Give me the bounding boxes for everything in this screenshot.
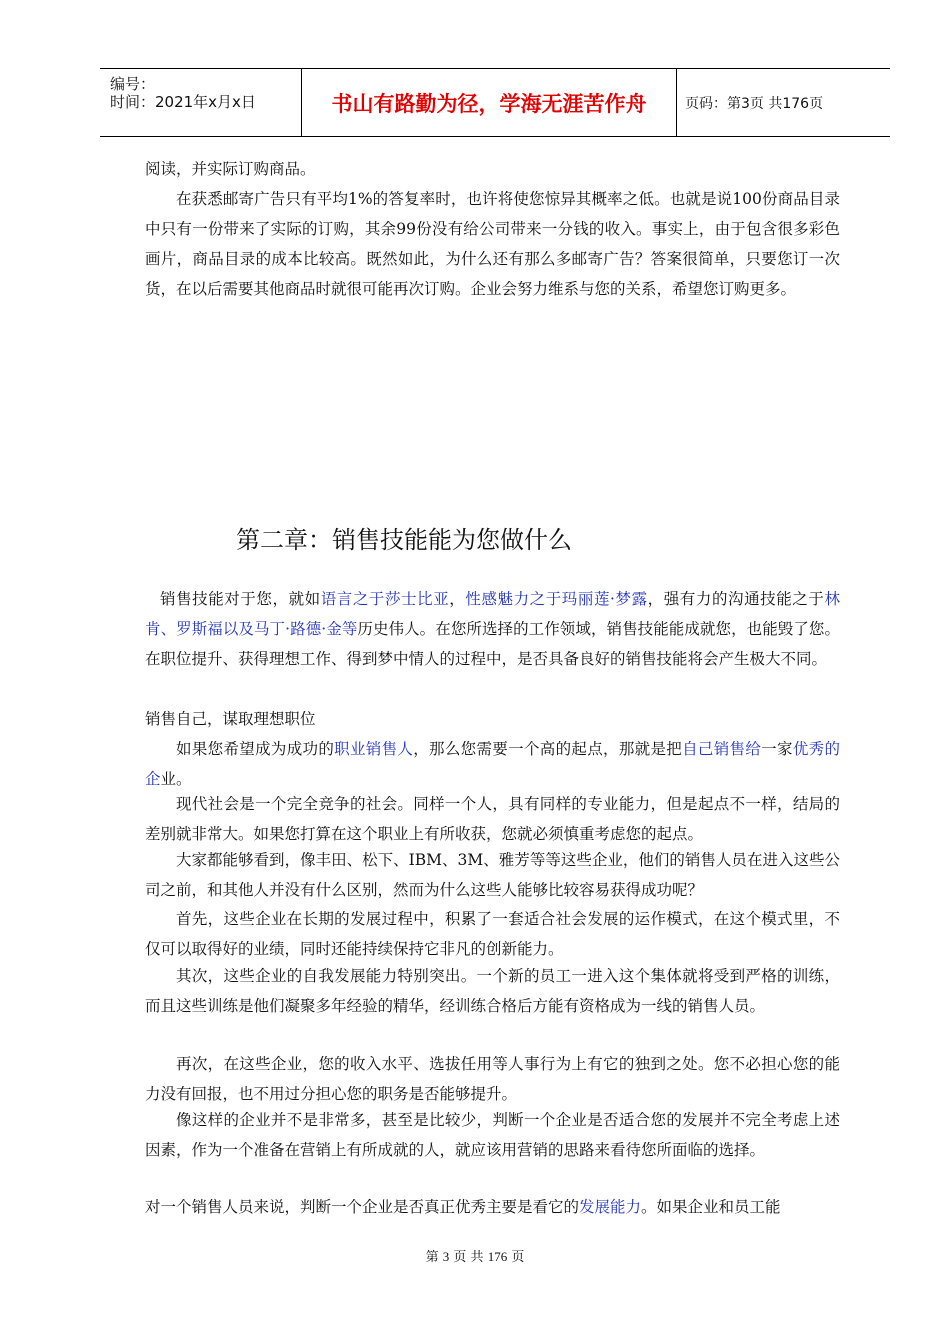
header-motto: 书山有路勤为径，学海无涯苦作舟 xyxy=(302,69,677,136)
paragraph-continued: 阅读，并实际订购商品。 xyxy=(145,160,316,178)
link-sell-yourself[interactable]: 自己销售给 xyxy=(682,740,762,758)
paragraph-career xyxy=(145,734,840,794)
paragraph-mail-ads: 在获悉邮寄广告只有平均1%的答复率时，也许将使您惊异其概率之低。也就是说100份商品目录中只有一份带来了实际的订购，其余99份没有给公司带来一分钱的收入。事实上，由于包含很多彩色画片，商品目录的成本比较高。既然如此，为什么还有那么多邮寄广告？答案很简单，只要您订一次货，在以后需要其他商品时就很可能再次订购。企业会努力维系与您的关系，希望您订购更多。 xyxy=(145,190,840,298)
header-page-code xyxy=(677,69,890,136)
paragraph-such-companies: 像这样的企业并不是非常多，甚至是比较少，判断一个企业是否适合您的发展并不完全考虑上述因素，作为一个准备在营销上有所成就的人，就应该用营销的思路来看待您所面临的选择。 xyxy=(145,1111,840,1159)
subheading-sell-yourself: 销售自己，谋取理想职位 xyxy=(145,710,316,728)
chapter-title: 第二章：销售技能能为您做什么 xyxy=(236,526,572,554)
link-excellent-company[interactable]: 优秀的企 xyxy=(145,740,840,788)
career-text-2: ，那么您需要一个高的起点，那就是把 xyxy=(413,740,683,758)
footer-mid: 页 共 xyxy=(453,1250,484,1265)
page-footer xyxy=(0,1246,950,1265)
header-page-code-text: 页码：第3页 共176页 xyxy=(685,95,824,112)
intro-text-1: 销售技能对于您，就如 xyxy=(160,590,321,608)
paragraph-companies: 大家都能够看到，像丰田、松下、IBM、3M、雅芳等等这些企业，他们的销售人员在进入这些公司之前，和其他人并没有什么区别，然而为什么这些人能够比较容易获得成功呢？ xyxy=(145,851,840,899)
career-text-4: 业。 xyxy=(160,770,192,788)
link-professional-sales[interactable]: 职业销售人 xyxy=(334,740,414,758)
intro-text-4: 历史伟人。在您所选择的工作领域，销售技能能成就您，也能毁了您。在职位提升、获得理想工作、得到梦中情人的过程中，是否具备良好的销售技能将会产生极大不同。 xyxy=(145,620,840,668)
last-text-1: 对一个销售人员来说，判断一个企业是否真正优秀主要是看它的 xyxy=(145,1198,580,1216)
paragraph-third: 再次，在这些企业，您的收入水平、选拔任用等人事行为上有它的独到之处。您不必担心您的能力没有回报，也不用过分担心您的职务是否能够提升。 xyxy=(145,1055,840,1103)
footer-pre: 第 xyxy=(425,1250,439,1265)
link-historic-figures[interactable]: 林肯、罗斯福以及马丁·路德·金等 xyxy=(145,590,840,638)
header-time-label: 时间：2021年x月x日 xyxy=(110,93,256,111)
intro-text-2: ， xyxy=(449,590,466,608)
intro-text-3: ，强有力的沟通技能之于 xyxy=(647,590,825,608)
footer-post: 页 xyxy=(511,1250,525,1265)
link-shakespeare[interactable]: 语言之于莎士比亚 xyxy=(320,590,450,608)
header-number-label: 编号： xyxy=(110,75,156,93)
paragraph-last xyxy=(145,1192,840,1222)
paragraph-first: 首先，这些企业在长期的发展过程中，积累了一套适合社会发展的运作模式，在这个模式里，不仅可以取得好的业绩，同时还能持续保持它非凡的创新能力。 xyxy=(145,910,840,958)
page-header xyxy=(100,68,890,137)
link-development-ability[interactable]: 发展能力 xyxy=(579,1198,642,1216)
paragraph-competition: 现代社会是一个完全竞争的社会。同样一个人，具有同样的专业能力，但是起点不一样，结局的差别就非常大。如果您打算在这个职业上有所收获，您就必须慎重考虑您的起点。 xyxy=(145,795,840,843)
paragraph-intro xyxy=(145,584,840,674)
link-marilyn[interactable]: 性感魅力之于玛丽莲·梦露 xyxy=(465,590,648,608)
career-text-3: 一家 xyxy=(761,740,793,758)
header-meta xyxy=(100,69,302,136)
paragraph-second: 其次，这些企业的自我发展能力特别突出。一个新的员工一进入这个集体就将受到严格的训练，而且这些训练是他们凝聚多年经验的精华，经训练合格后方能有资格成为一线的销售人员。 xyxy=(145,967,840,1015)
last-text-2: 。如果企业和员工能 xyxy=(641,1198,781,1216)
footer-page-number: 3 xyxy=(442,1249,450,1264)
career-text-1: 如果您希望成为成功的 xyxy=(176,740,335,758)
footer-total-pages: 176 xyxy=(487,1249,508,1264)
